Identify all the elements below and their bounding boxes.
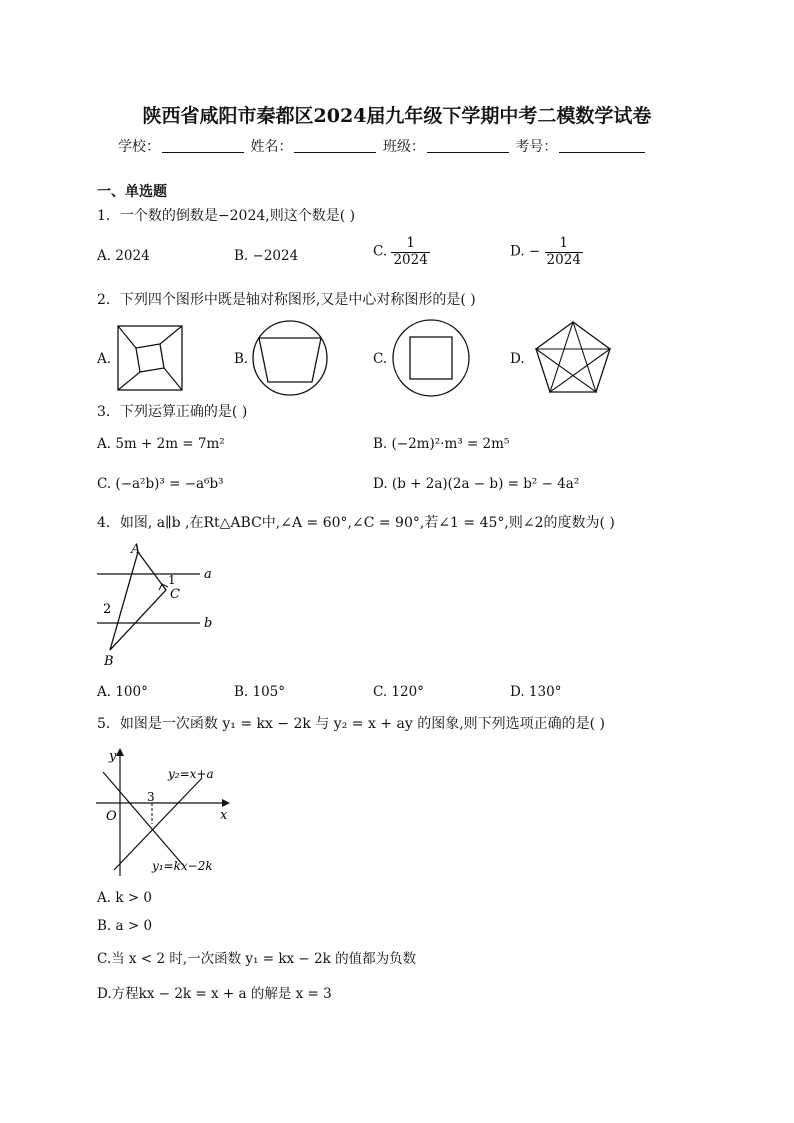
label-angle-2: 2 bbox=[103, 602, 112, 617]
name-label: 姓名： bbox=[250, 139, 293, 155]
q1-option-d-label: D. − bbox=[510, 243, 541, 260]
label-line-a: a bbox=[204, 567, 212, 582]
x-axis-arrow bbox=[222, 799, 230, 807]
q1-option-a: A. 2024 bbox=[97, 248, 150, 264]
q4-option-c: C. 120° bbox=[373, 684, 424, 700]
q5-option-c: C.当 x < 2 时,一次函数 y₁ = kx − 2k 的值都为负数 bbox=[97, 951, 417, 967]
label-y1: y₁=kx−2k bbox=[152, 859, 213, 873]
q2-option-a-label: A. bbox=[97, 351, 112, 367]
label-b-vertex: B bbox=[104, 654, 114, 669]
question-2-stem: 2．下列四个图形中既是轴对称图形,又是中心对称图形的是( ) bbox=[97, 292, 476, 308]
fraction-numerator: 1 bbox=[406, 235, 415, 251]
label-c-vertex: C bbox=[170, 587, 180, 602]
q1-option-c bbox=[373, 236, 430, 268]
q2-figure-a bbox=[116, 324, 184, 392]
question-3-stem: 3．下列运算正确的是( ) bbox=[97, 404, 248, 420]
fraction-denominator: 2024 bbox=[393, 251, 428, 268]
q4-option-d: D. 130° bbox=[510, 684, 562, 700]
exam-title: 陕西省咸阳市秦都区2024届九年级下学期中考二模数学试卷 bbox=[142, 105, 652, 127]
q1-option-c-fraction bbox=[391, 236, 429, 268]
q4-option-a: A. 100° bbox=[97, 684, 148, 700]
exam-number-blank bbox=[559, 138, 645, 153]
y-axis-arrow bbox=[116, 748, 124, 756]
q3-option-a: A. 5m + 2m = 7m² bbox=[97, 436, 225, 452]
q5-figure bbox=[96, 742, 236, 878]
q4-figure bbox=[94, 538, 224, 672]
question-4-stem: 4．如图, a∥b ,在Rt△ABC中,∠A = 60°,∠C = 90°,若∠1 = 45°,则∠2的度数为( ) bbox=[97, 515, 615, 531]
q2-option-b-label: B. bbox=[234, 351, 249, 367]
q3-option-d: D. (b + 2a)(2a − b) = b² − 4a² bbox=[373, 476, 580, 492]
q2-figure-b bbox=[250, 318, 330, 398]
school-blank bbox=[162, 138, 244, 153]
q2-option-c-label: C. bbox=[373, 351, 388, 367]
student-info-line bbox=[118, 136, 647, 156]
fraction-numerator: 1 bbox=[559, 235, 569, 251]
label-y2: y₂=x+a bbox=[168, 767, 214, 781]
label-origin: O bbox=[106, 809, 117, 824]
class-label: 班级： bbox=[382, 139, 425, 155]
section-heading: 一、单选题 bbox=[97, 184, 167, 200]
q4-option-b: B. 105° bbox=[234, 684, 286, 700]
name-blank bbox=[294, 138, 376, 153]
question-1-stem: 1．一个数的倒数是−2024,则这个数是( ) bbox=[97, 208, 356, 224]
q1-option-d bbox=[510, 236, 583, 268]
q3-option-b: B. (−2m)²·m³ = 2m⁵ bbox=[373, 436, 510, 452]
triangle-abc bbox=[110, 552, 166, 650]
q1-option-b: B. −2024 bbox=[234, 248, 299, 264]
school-label: 学校： bbox=[118, 139, 160, 155]
q2-option-d-label: D. bbox=[510, 351, 525, 367]
fraction-denominator: 2024 bbox=[546, 251, 581, 268]
question-5-stem: 5．如图是一次函数 y₁ = kx − 2k 与 y₂ = x + ay 的图象,则下列选项正确的是( ) bbox=[97, 716, 606, 732]
label-angle-1: 1 bbox=[168, 573, 176, 587]
q1-option-d-fraction bbox=[545, 236, 583, 268]
label-line-b: b bbox=[204, 616, 213, 631]
q2-figure-c bbox=[390, 317, 472, 399]
q3-option-c: C. (−a²b)³ = −a⁶b³ bbox=[97, 476, 224, 492]
label-three: 3 bbox=[147, 790, 155, 804]
label-a-vertex: A bbox=[131, 542, 141, 557]
line-y2 bbox=[114, 778, 202, 870]
class-blank bbox=[427, 138, 509, 153]
q5-option-b: B. a > 0 bbox=[97, 918, 153, 934]
q5-option-a: A. k > 0 bbox=[97, 890, 152, 906]
q2-figure-d bbox=[533, 319, 613, 395]
q1-option-c-label: C. bbox=[373, 243, 388, 260]
q5-option-d: D.方程kx − 2k = x + a 的解是 x = 3 bbox=[97, 986, 332, 1002]
label-y: y bbox=[109, 749, 117, 764]
label-x: x bbox=[220, 808, 228, 823]
exam-number-label: 考号： bbox=[515, 139, 558, 155]
